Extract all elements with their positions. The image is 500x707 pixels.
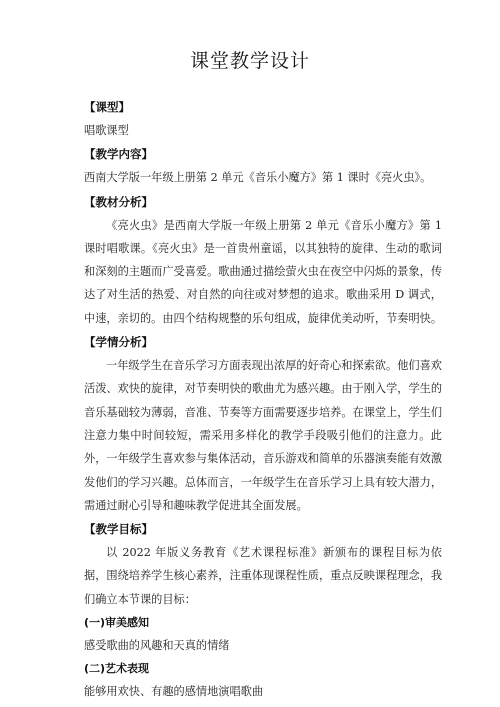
course-type-text: 唱歌课型 xyxy=(84,124,129,137)
content-text: 西南大学版一年级上册第 2 单元《音乐小魔方》第 1 课时《亮火虫》。 xyxy=(84,171,432,185)
objective-title: (一)审美感知 xyxy=(84,616,150,630)
course-type-heading: 【课型】 xyxy=(84,100,130,114)
objective-title: (二)艺术表现 xyxy=(84,662,150,676)
material-analysis-text: 《亮火虫》是西南大学版一年级上册第 2 单元《音乐小魔方》第 1 课时唱歌课。《亮火虫》是一首贵州童谣，以其独特的旋律、生动的歌词和深刻的主题而广受喜爱。歌曲通过描绘萤火虫在夜空中闪烁的景象，传达了对生活的热爱、对自然的向往或对梦想的追求。歌曲采用 D 调式，中速，亲切的。由四个结构规整的乐句组成，旋律优美动听，节奏明快。 xyxy=(84,218,443,325)
objectives-heading: 【教学目标】 xyxy=(84,522,153,537)
student-analysis-heading: 【学情分析】 xyxy=(84,335,153,350)
material-analysis-heading: 【教材分析】 xyxy=(84,194,153,209)
objectives-intro: 以 2022 年版义务教育《艺术课程标准》新颁布的课程目标为依据，围绕培养学生核心素养，注重体现课程性质，重点反映课程理念，我们确立本节课的目标： xyxy=(84,546,443,606)
page-title: 课堂教学设计 xyxy=(189,50,310,72)
content-heading: 【教学内容】 xyxy=(84,147,153,162)
objective-text: 能够用欢快、有趣的感情地演唱歌曲 xyxy=(84,685,264,699)
objective-text: 感受歌曲的风趣和天真的情绪 xyxy=(84,639,230,653)
document-body xyxy=(84,95,442,704)
student-analysis-text: 一年级学生在音乐学习方面表现出浓厚的好奇心和探索欲。他们喜欢活泼、欢快的旋律，对节奏明快的歌曲尤为感兴趣。由于刚入学，学生的音乐基础较为薄弱，音准、节奏等方面需要逐步培养。在课堂上，学生们注意力集中时间较短，需采用多样化的教学手段吸引他们的注意力。此外，一年级学生喜欢参与集体活动，音乐游戏和简单的乐器演奏能有效激发他们的学习兴趣。总体而言，一年级学生在音乐学习上具有较大潜力，需通过耐心引导和趣味教学促进其全面发展。 xyxy=(84,359,443,512)
